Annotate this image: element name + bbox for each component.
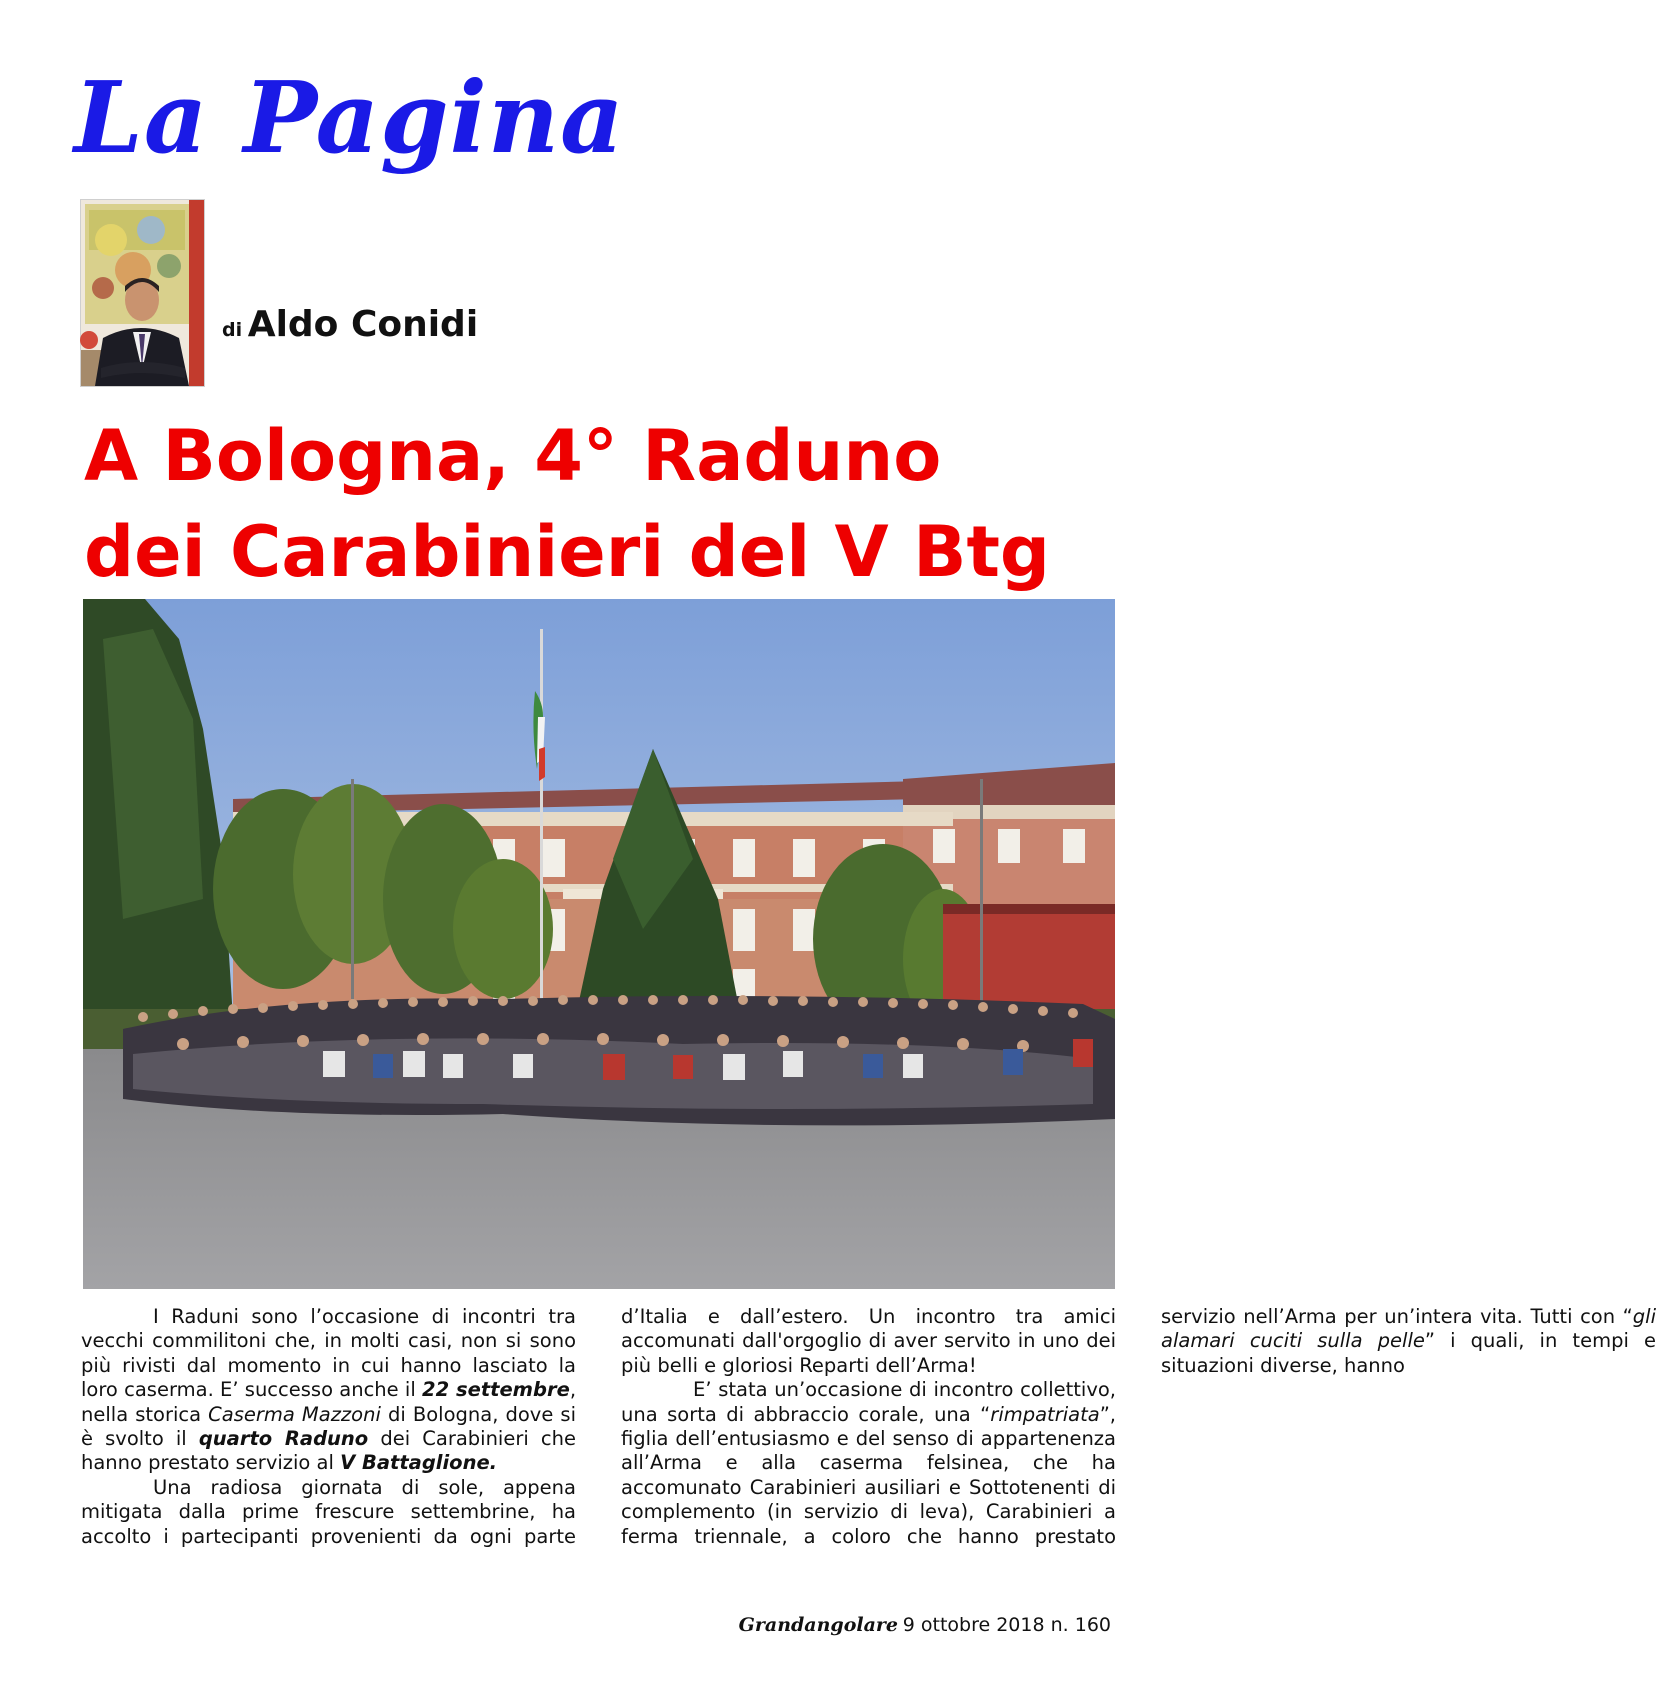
unit-name: V Battaglione.: [340, 1451, 498, 1475]
paragraph-1-text: di Bologna, dove si è svolto il: [81, 1402, 576, 1451]
paragraph-3-text: ”, figlia dell’entusiasmo e del senso di appartenenza all’Arma e alla caserma felsinea, che ha accomunato Carabinieri ausiliari e Sottotenenti di complemento (in servizio di leva), Carabinieri a ferma triennale, a coloro che hanno prestato servizio nell’Arma per un’intera vita. Tutti con “: [621, 1305, 1633, 1548]
paragraph-3-text: E’ stata un’occasione di incontro collettivo, una sorta di abbraccio corale, una “: [621, 1378, 1116, 1426]
paragraph-3-text: ” i quali, in tempi e situazioni diverse, hanno: [1161, 1329, 1656, 1377]
byline: [222, 304, 478, 345]
article-headline: [84, 408, 1144, 600]
magazine-name: Grandangolare: [738, 1614, 898, 1636]
byline-prefix: di: [222, 319, 243, 341]
paragraph-2: Una radiosa giornata di sole, appena mitigata dalla prime frescure settembrine, ha accolto i partecipanti provenienti da ogni parte d’Italia e dall’estero. Un incontro tra amici accomunati dall'orgoglio di aver servito in uno dei più belli e gloriosi Reparti dell’Arma!: [81, 1305, 1116, 1548]
paragraph-3-emphasis: gli alamari cuciti sulla pelle: [1161, 1305, 1656, 1353]
venue-name: Caserma Mazzoni: [208, 1402, 381, 1426]
event-date: 22 settembre: [422, 1378, 570, 1402]
headline-line-2: dei Carabinieri del V Btg: [84, 511, 1051, 593]
author-portrait: [80, 199, 205, 387]
headline-line-1: A Bologna, 4° Raduno: [84, 415, 942, 497]
author-name: Aldo Conidi: [247, 304, 479, 345]
issue-info: 9 ottobre 2018 n. 160: [902, 1614, 1111, 1636]
article-body: [81, 1305, 1656, 1551]
paragraph-1-text: dei Carabinieri che hanno prestato servizio al: [81, 1427, 576, 1475]
paragraph-3-emphasis: rimpatriata: [990, 1402, 1100, 1426]
masthead-title: La Pagina: [74, 61, 625, 176]
paragraph-1-text: , nella storica: [81, 1378, 577, 1426]
page-footer: [739, 1614, 1111, 1637]
event-name: quarto Raduno: [198, 1427, 369, 1451]
paragraph-1-text: I Raduni sono l’occasione di incontri tra vecchi commilitoni che, in molti casi, non si sono più rivisti dal momento in cui hanno lasciato la loro caserma. E’ successo anche il: [81, 1305, 576, 1402]
paragraph-1: [81, 1305, 576, 1476]
group-photo: [83, 599, 1115, 1289]
